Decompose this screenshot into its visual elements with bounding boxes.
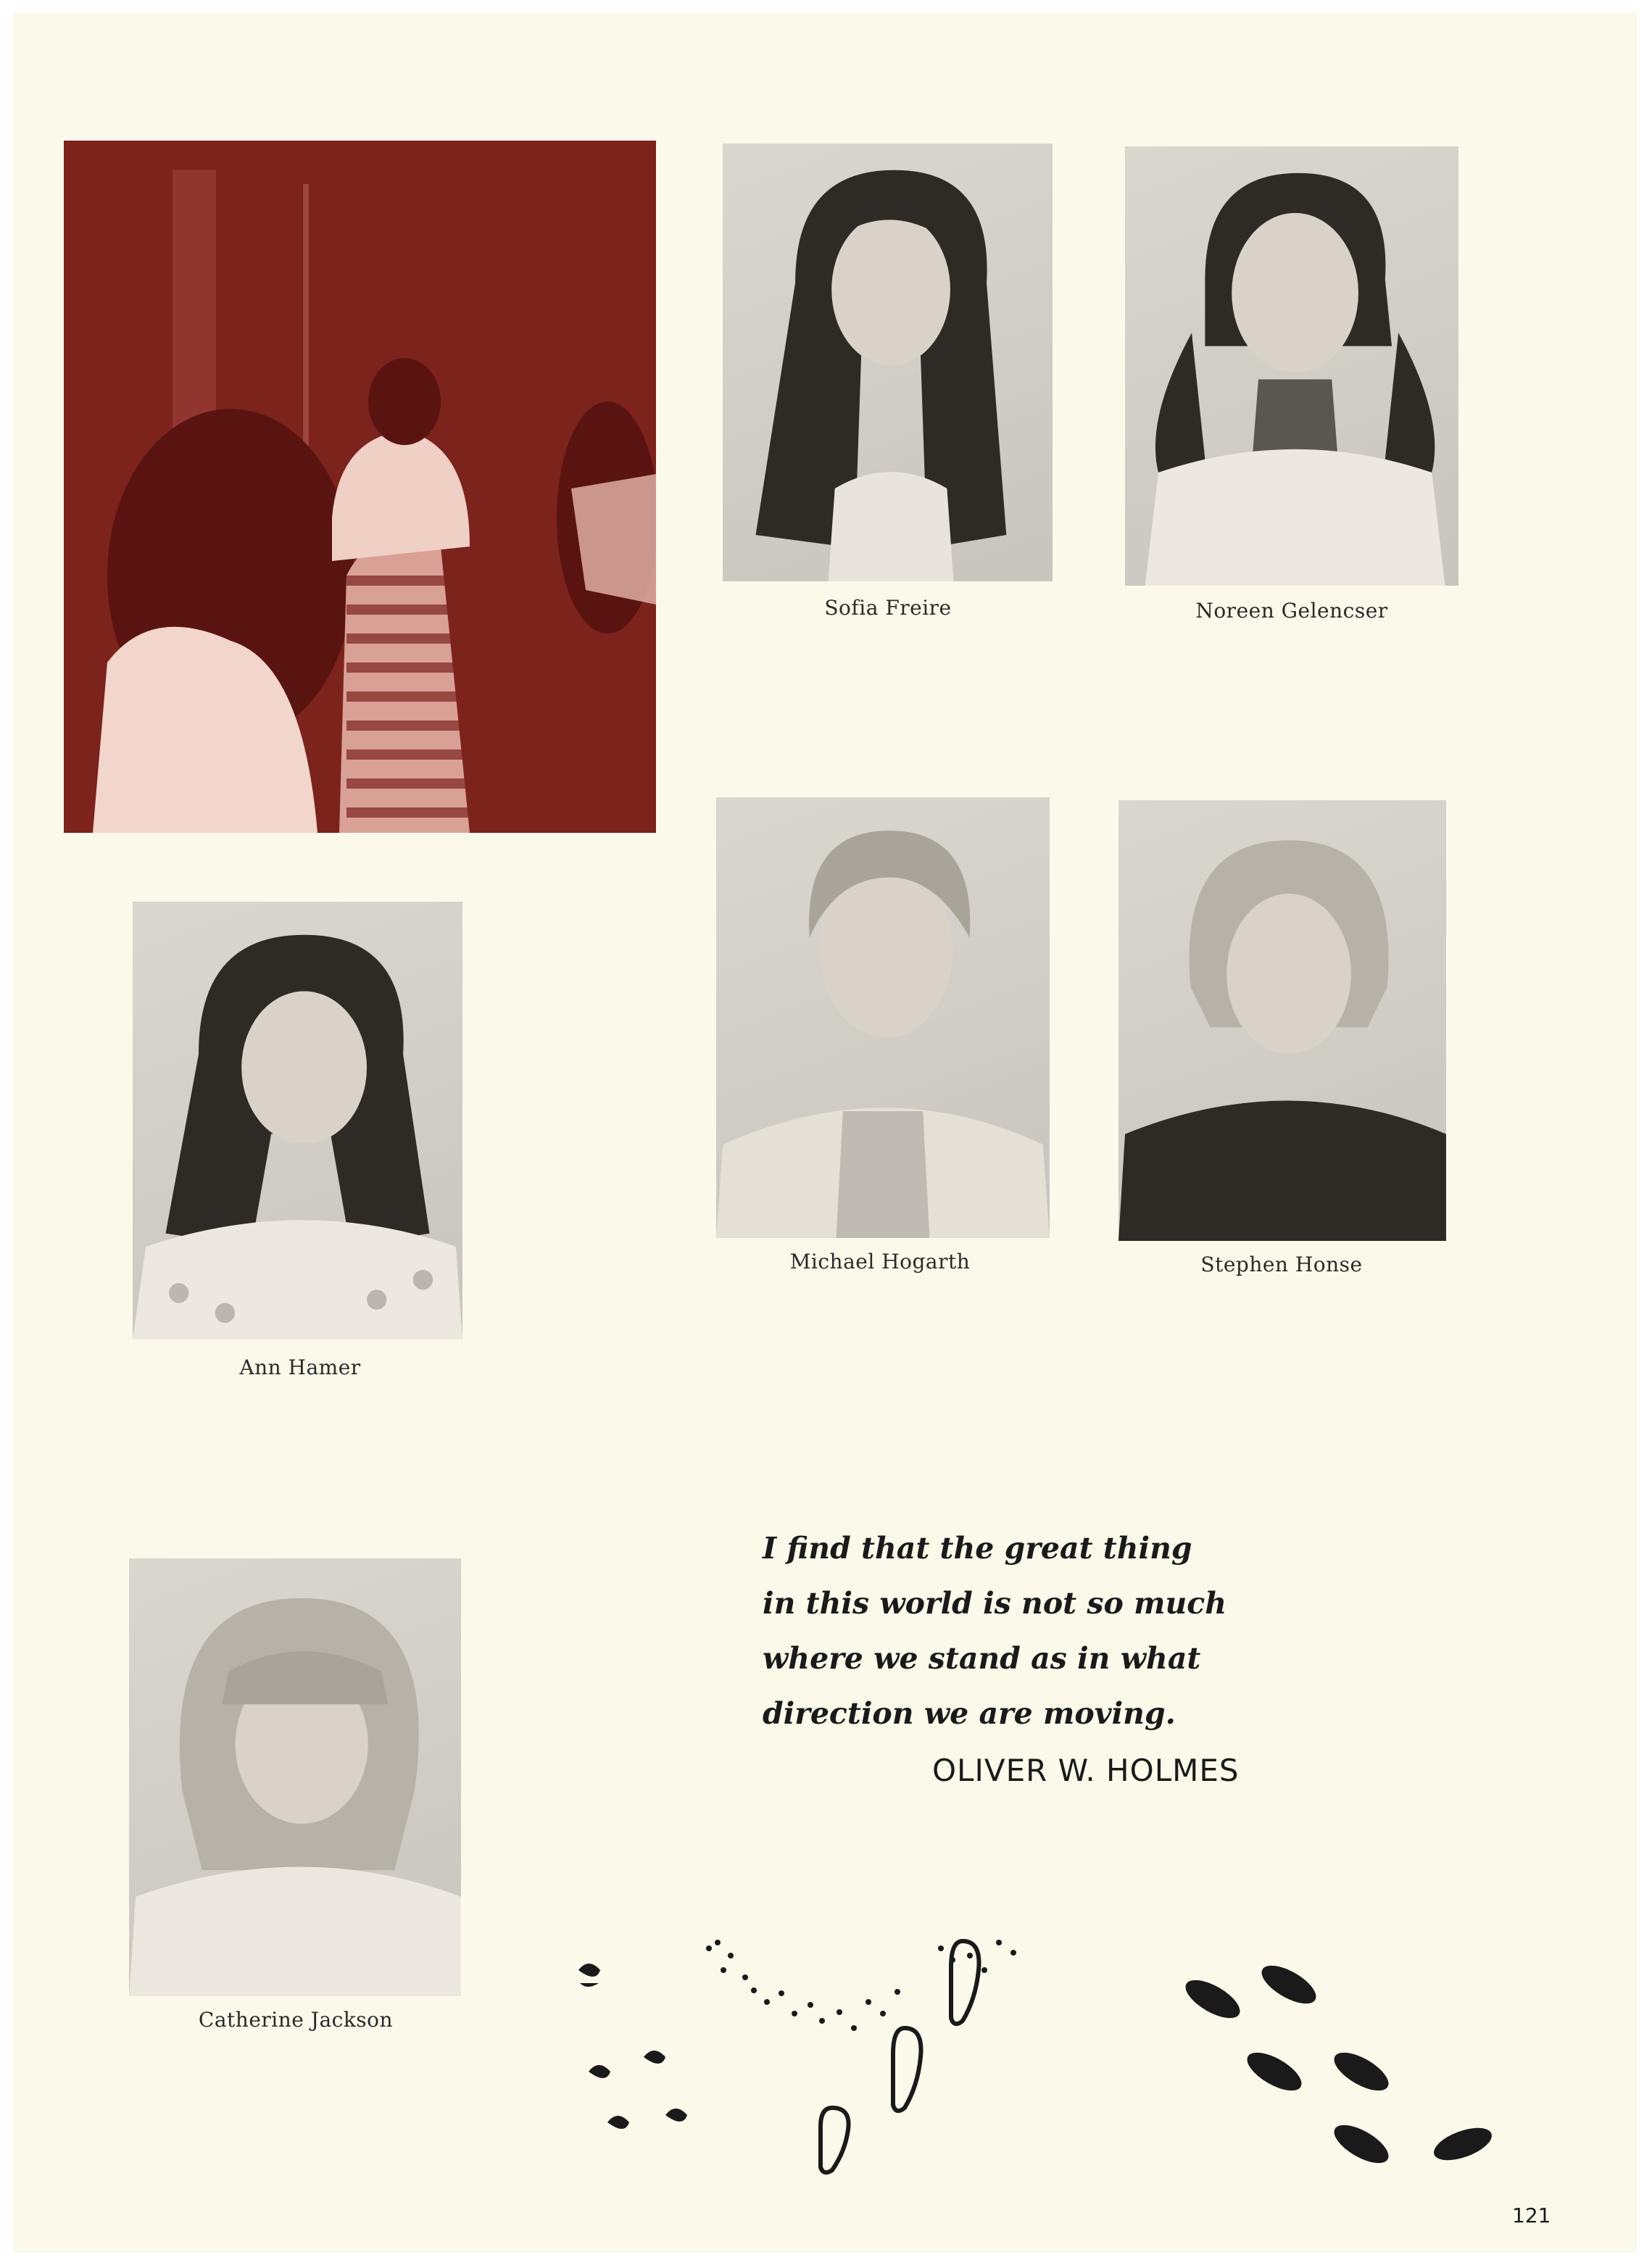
caption-catherine-jackson: Catherine Jackson	[198, 2008, 394, 2032]
hoofprints-icon	[578, 1964, 687, 2129]
quote-author: OLIVER W. HOLMES	[932, 1753, 1240, 1788]
portrait-michael-hogarth	[716, 797, 1050, 1238]
portrait-illustration	[723, 144, 1053, 581]
solid-footprints-icon	[1180, 1958, 1496, 2170]
caption-stephen-honse: Stephen Honse	[1200, 1253, 1363, 1276]
portrait-ann-hamer	[133, 902, 462, 1339]
quote-line: direction we are moving.	[763, 1696, 1176, 1731]
portrait-illustration	[129, 1558, 461, 1996]
yearbook-page	[13, 13, 1637, 2253]
caption-noreen-gelencser: Noreen Gelencser	[1195, 599, 1388, 623]
quote-line: where we stand as in what	[763, 1641, 1201, 1676]
portrait-catherine-jackson	[129, 1558, 461, 1996]
candid-photo-illustration	[64, 141, 656, 833]
portrait-sofia-freire	[723, 144, 1053, 581]
bare-footprints-icon	[821, 1941, 979, 2172]
portrait-illustration	[1118, 800, 1446, 1241]
portrait-illustration	[1125, 146, 1458, 586]
page-number: 121	[1512, 2203, 1551, 2227]
quote-text	[763, 1521, 1270, 1741]
portrait-stephen-honse	[1118, 800, 1446, 1241]
portrait-noreen-gelencser	[1125, 146, 1458, 586]
candid-dance-photo	[64, 141, 656, 833]
caption-sofia-freire: Sofia Freire	[824, 596, 952, 620]
quote-line: in this world is not so much	[763, 1586, 1227, 1621]
quote-line: I find that the great thing	[763, 1531, 1192, 1566]
caption-michael-hogarth: Michael Hogarth	[789, 1250, 971, 1274]
bird-tracks-icon	[706, 1940, 1016, 2031]
footprints-illustration	[564, 1927, 1506, 2188]
portrait-illustration	[716, 797, 1050, 1238]
portrait-illustration	[133, 902, 462, 1339]
caption-ann-hamer: Ann Hamer	[239, 1355, 361, 1379]
